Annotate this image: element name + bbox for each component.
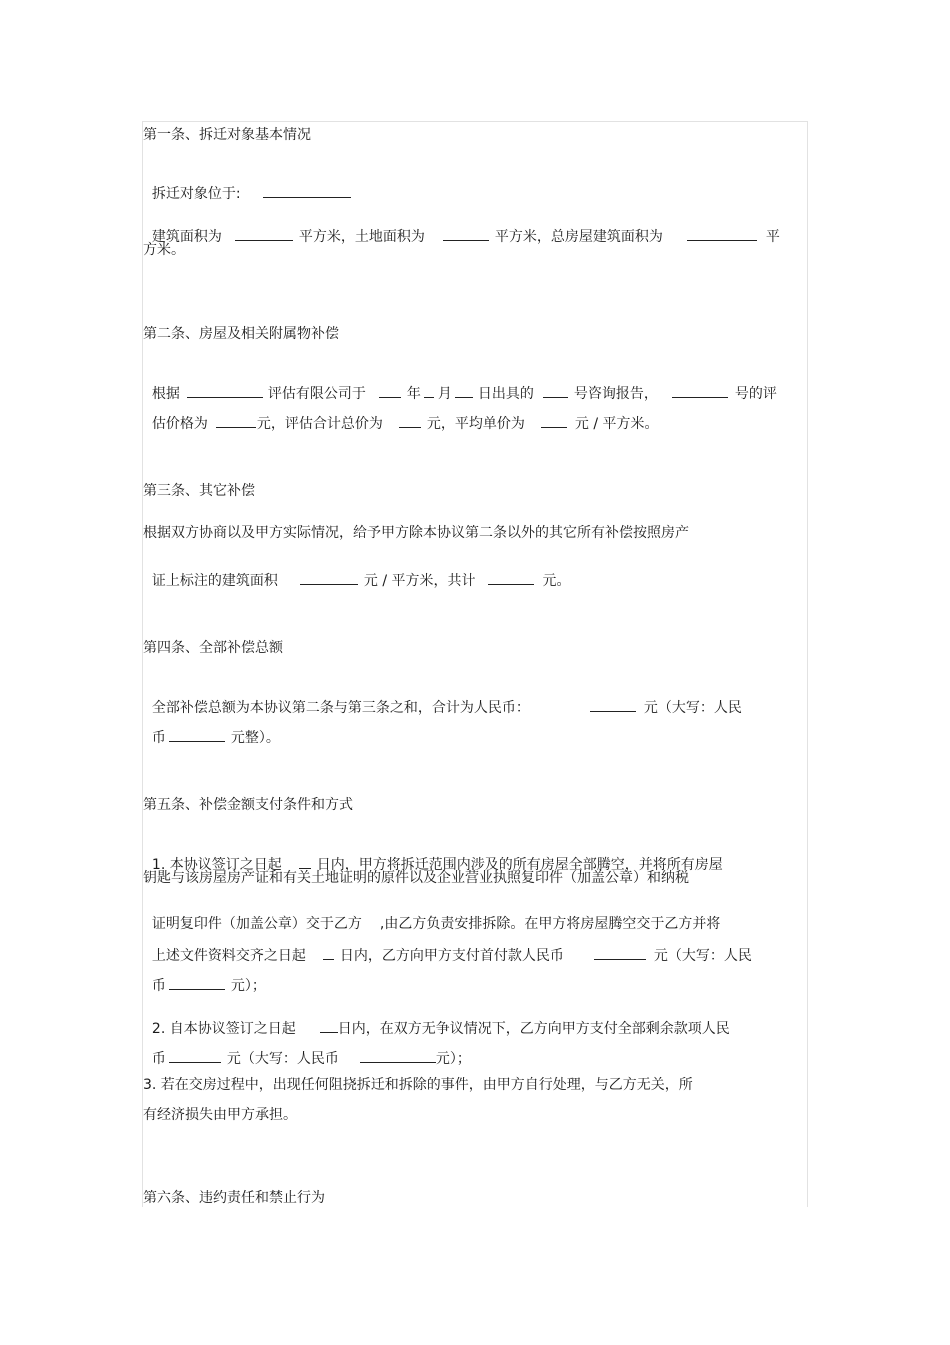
payment-item-1 [143,840,723,873]
payment-item-3: 3. 若在交房过程中，出现任何阻挠拆迁和拆除的事件，由甲方自行处理，与乙方无关，所 [143,1077,693,1093]
payment-text: 证明复印件（加盖公章）交于乙方 [151,916,362,932]
total-amount-blank[interactable] [590,699,636,712]
payment-item-2-line-2 [143,1034,471,1067]
final-pay-words-blank[interactable] [360,1050,436,1063]
appraisal-text: 评估有限公司于 [267,386,366,402]
payment-text: 元）； [230,978,266,994]
first-pay-words-blank[interactable] [169,977,225,990]
area-text: 平方米，土地面积为 [298,229,425,245]
appraisal-text: 年 [406,386,421,402]
report-no-blank[interactable] [543,385,568,398]
section-3-heading: 第三条、其它补偿 [143,483,255,499]
land-area-blank[interactable] [443,228,489,241]
appraisal-line-2 [143,399,659,432]
payment-item-1-line-3 [143,900,720,932]
other-comp-line: 根据双方协商以及甲方实际情况，给予甲方除本协议第二条以外的其它所有补偿按照房产 [143,525,689,541]
payment-text: 2. 自本协议签订之日起 [151,1021,296,1037]
total-text: 元（大写：人民 [643,700,742,716]
payment-item-1-line-4 [143,931,752,964]
per-sqm-blank[interactable] [300,572,358,585]
payment-item-1-line-2: 钥匙与该房屋房产证和有关土地证明的原件以及企业营业执照复印件（加盖公章）和纳税 [143,870,689,886]
first-pay-days-blank[interactable] [323,947,334,960]
total-in-words-blank[interactable] [169,729,225,742]
total-text: 币 [151,730,166,746]
day-blank[interactable] [455,385,473,398]
payment-text: 元（大写：人民币 [226,1051,339,1067]
appraisal-text: 元 / 平方米。 [574,416,659,432]
other-comp-text: 元。 [542,573,571,589]
appraisal-text: 月 [437,386,452,402]
payment-item-2 [143,1004,730,1037]
payment-item-3-line-2: 有经济损失由甲方承担。 [143,1107,297,1123]
section-1-heading: 第一条、拆迁对象基本情况 [143,127,311,143]
report-no-blank-2[interactable] [672,385,728,398]
year-blank[interactable] [379,385,401,398]
final-pay-amount-blank[interactable] [169,1050,221,1063]
payment-text: ,由乙方负责安排拆除。在甲方将房屋腾空交于乙方并将 [379,916,721,932]
total-price-blank[interactable] [399,415,421,428]
payment-text: 1. 本协议签订之日起 [151,857,282,873]
other-comp-text: 元 / 平方米，共计 [363,573,476,589]
section-4-heading: 第四条、全部补偿总额 [143,640,283,656]
final-pay-days-blank[interactable] [320,1020,338,1033]
payment-text: 币 [151,978,166,994]
area-line-cont: 方米。 [143,242,185,258]
appraised-price-blank[interactable] [216,415,256,428]
appraisal-line [143,369,777,402]
appraisal-text: 元，平均单价为 [426,416,525,432]
section-2-heading: 第二条、房屋及相关附属物补偿 [143,326,339,342]
payment-item-1-line-5 [143,961,266,994]
payment-text: 币 [151,1051,166,1067]
building-area-blank[interactable] [235,228,293,241]
other-total-blank[interactable] [488,572,534,585]
appraisal-text: 根据 [151,386,180,402]
other-comp-line-2 [143,556,571,589]
payment-text: 上述文件资料交齐之日起 [151,948,306,964]
total-line-2 [143,713,280,746]
unit-price-blank[interactable] [541,415,567,428]
payment-text: 元）； [435,1051,471,1067]
appraisal-text: 号的评 [734,386,777,402]
vacate-days-blank[interactable] [299,856,311,869]
appraisal-text: 元，评估合计总价为 [256,416,383,432]
area-line [143,212,780,245]
location-line [143,169,351,202]
appraisal-text: 日出具的 [477,386,534,402]
area-text: 建筑面积为 [151,229,222,245]
first-pay-amount-blank[interactable] [594,947,646,960]
other-comp-text: 证上标注的建筑面积 [151,573,278,589]
total-area-blank[interactable] [687,228,757,241]
appraiser-blank[interactable] [187,385,263,398]
area-text: 平方米，总房屋建筑面积为 [494,229,663,245]
section-6-heading: 第六条、违约责任和禁止行为 [143,1190,325,1206]
payment-text: 元（大写：人民 [653,948,752,964]
section-5-heading: 第五条、补偿金额支付条件和方式 [143,797,353,813]
month-blank[interactable] [424,385,434,398]
location-label: 拆迁对象位于: [151,186,241,202]
payment-text: 日内，乙方向甲方支付首付款人民币 [339,948,564,964]
area-text: 平 [765,229,780,245]
appraisal-text: 号咨询报告， [573,386,658,402]
payment-text: 日内，在双方无争议情况下，乙方向甲方支付全部剩余款项人民 [337,1021,730,1037]
total-line [143,683,742,716]
total-text: 元整）。 [230,730,280,746]
appraisal-text: 估价格为 [151,416,208,432]
total-text: 全部补偿总额为本协议第二条与第三条之和，合计为人民币： [151,700,530,716]
location-blank[interactable] [263,185,351,198]
payment-text: 日内，甲方将拆迁范围内涉及的所有房屋全部腾空，并将所有房屋 [316,857,723,873]
